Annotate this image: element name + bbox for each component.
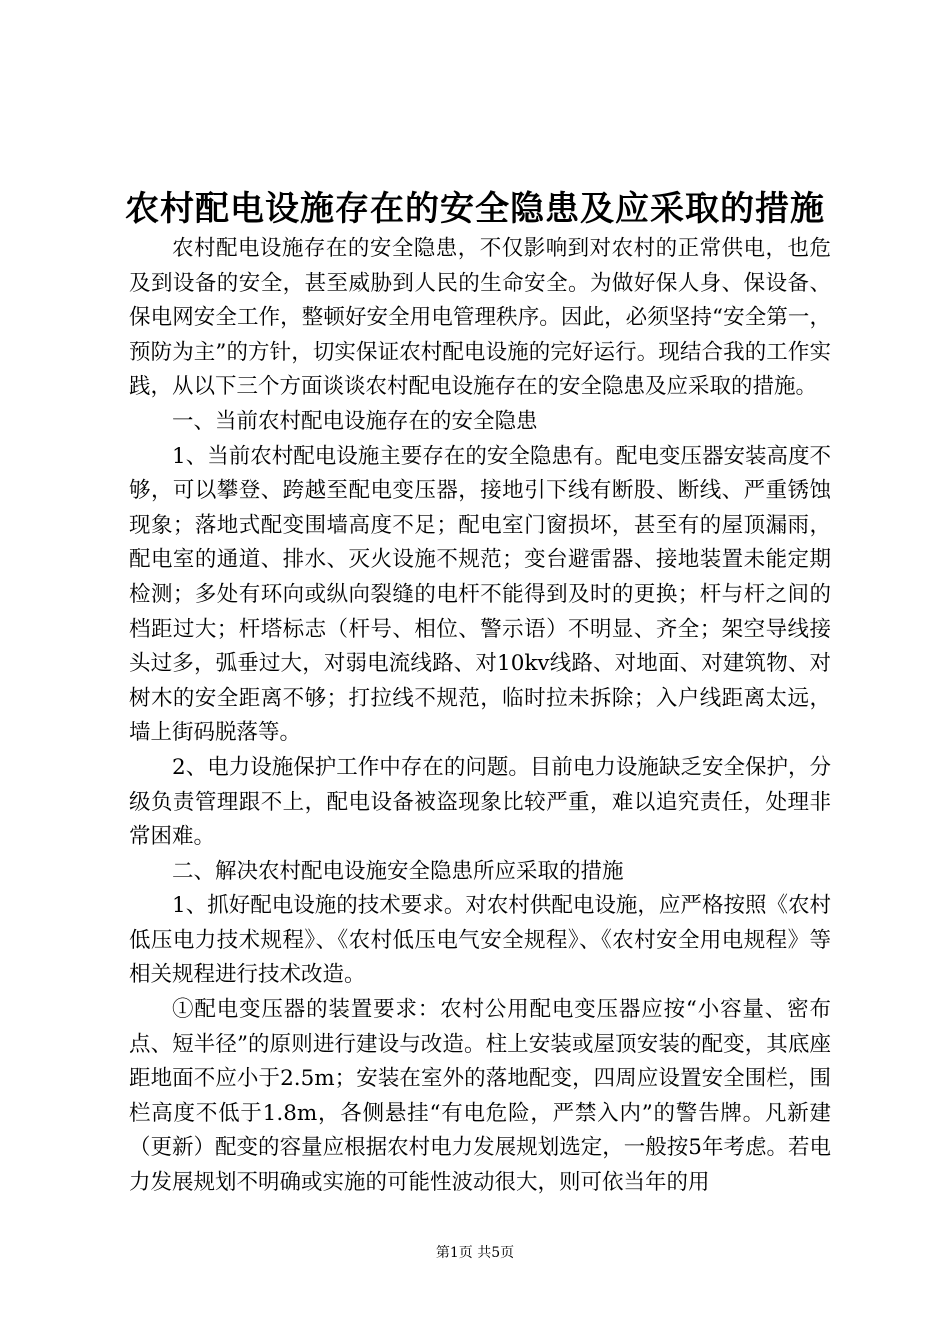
document-body: [129, 232, 831, 1201]
paragraph-technical-requirements: 1、抓好配电设施的技术要求。对农村供配电设施，应严格按照《农村低压电力技术规程》、《农村低压电气安全规程》、《农村安全用电规程》等相关规程进行技术改造。: [129, 893, 831, 988]
intro-paragraph: 农村配电设施存在的安全隐患，不仅影响到对农村的正常供电，也危及到设备的安全，甚至威胁到人民的生命安全。为做好保人身、保设备、保电网安全工作，整顿好安全用电管理秩序。因此，必须坚持“安全第一，预防为主”的方针，切实保证农村配电设施的完好运行。现结合我的工作实践，从以下三个方面谈谈农村配电设施存在的安全隐患及应采取的措施。: [129, 236, 831, 400]
paragraph-protection-issues: 2、电力设施保护工作中存在的问题。目前电力设施缺乏安全保护，分级负责管理跟不上，配电设备被盗现象比较严重，难以追究责任，处理非常困难。: [129, 754, 831, 850]
document-title: 农村配电设施存在的安全隐患及应采取的措施: [125, 189, 825, 229]
section-heading-2: 二、解决农村配电设施安全隐患所应采取的措施: [172, 858, 624, 884]
paragraph-transformer-requirements: ①配电变压器的装置要求：农村公用配电变压器应按“小容量、密布点、短半径”的原则进行建设与改造。柱上安装或屋顶安装的配变，其底座距地面不应小于2.5m；安装在室外的落地配变，四周应设置安全围栏，围栏高度不低于1.8m，各侧悬挂“有电危险，严禁入内”的警告牌。凡新建（更新）配变的容量应根据农村电力发展规划选定，一般按5年考虑。若电力发展规划不明确或实施的可能性波动很大，则可依当年的用: [129, 997, 831, 1196]
page-number-footer: 第1页 共5页: [435, 1245, 515, 1261]
section-heading-1: 一、当前农村配电设施存在的安全隐患: [172, 408, 538, 434]
paragraph-hazards: 1、当前农村配电设施主要存在的安全隐患有。配电变压器安装高度不够，可以攀登、跨越至配电变压器，接地引下线有断股、断线、严重锈蚀现象；落地式配变围墙高度不足；配电室门窗损坏，甚至有的屋顶漏雨，配电室的通道、排水、灭火设施不规范；变台避雷器、接地装置未能定期检测；多处有环向或纵向裂缝的电杆不能得到及时的更换；杆与杆之间的档距过大；杆塔标志（杆号、相位、警示语）不明显、齐全；架空导线接头过多，弧垂过大，对弱电流线路、对10kv线路、对地面、对建筑物、对树木的安全距离不够；打拉线不规范，临时拉未拆除；入户线距离太远，墙上街码脱落等。: [129, 443, 831, 746]
